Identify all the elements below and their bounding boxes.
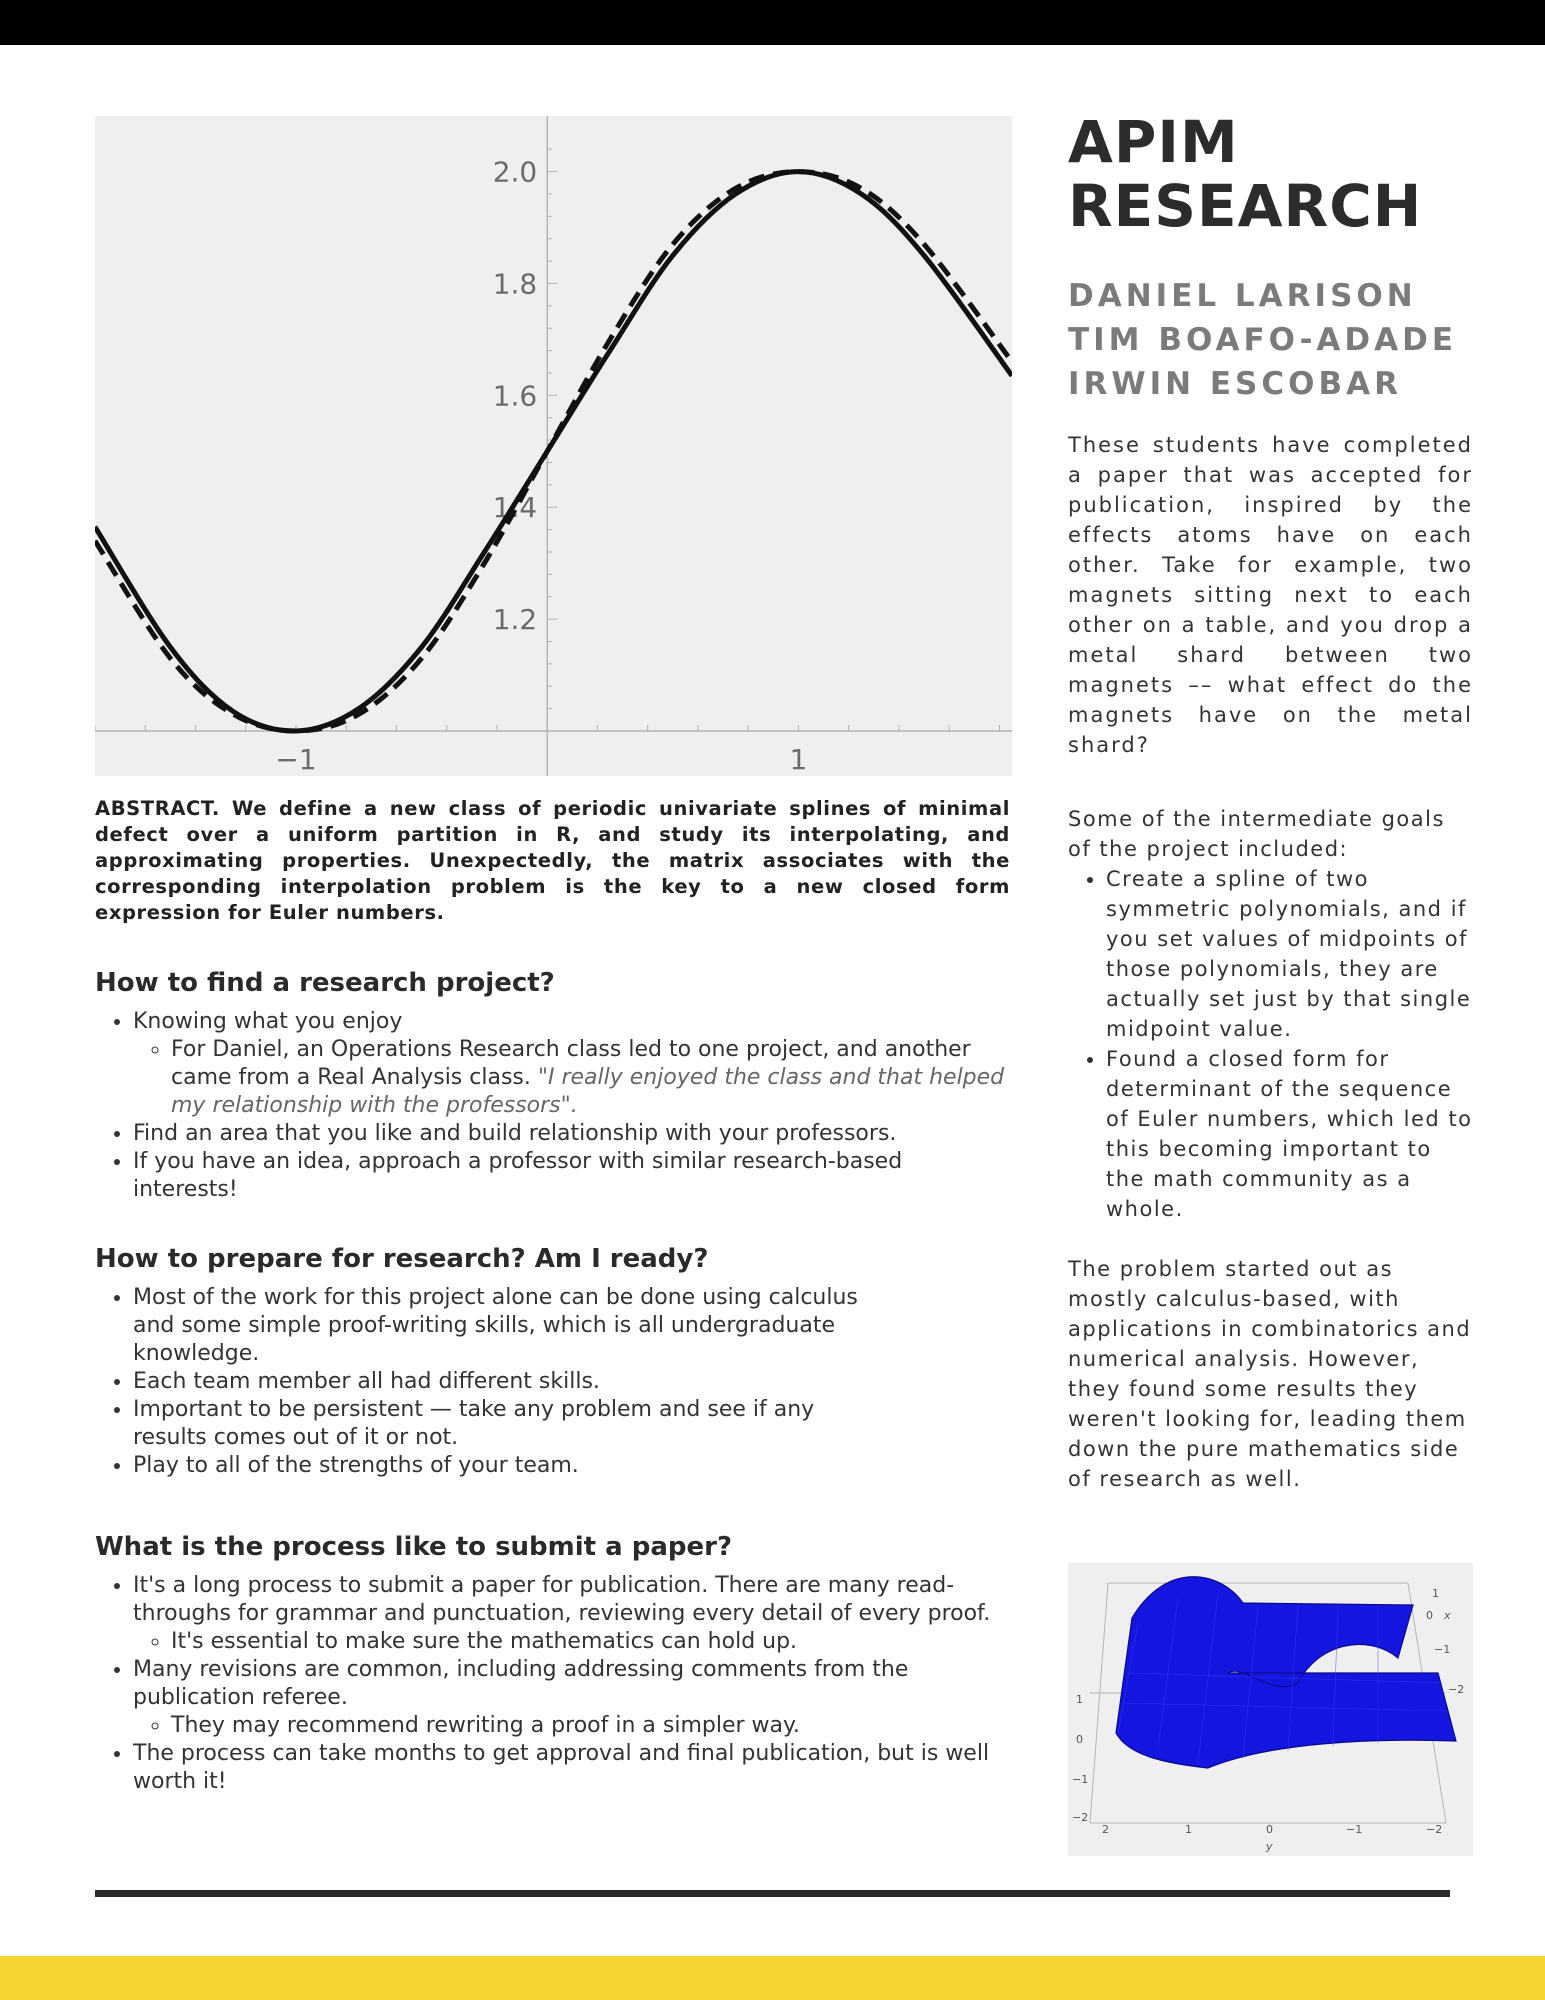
surface-z-tick: 0 xyxy=(1076,1733,1083,1746)
list-item: • Each team member all had different skills. xyxy=(133,1368,893,1396)
surface-y-tick: 2 xyxy=(1102,1823,1109,1836)
y-tick-label: 1.8 xyxy=(492,267,538,301)
abstract-text: We define a new class of periodic univariate splines of minimal defect over a uniform partition in R, and study its interpolating, and approximating properties. Unexpectedly, the matrix associates with the corresponding interpolation problem is the key to a new closed form expression for Euler numbers. xyxy=(95,797,1010,924)
top-black-bar xyxy=(0,0,1545,45)
section-prepare xyxy=(95,1242,1010,1480)
list-item-text: Many revisions are common, including addressing comments from the publication referee. xyxy=(133,1657,909,1710)
sub-list xyxy=(133,1712,1010,1740)
surface-y-tick: −2 xyxy=(1426,1823,1443,1836)
spline-plot-svg xyxy=(95,116,1012,776)
list-item-text: For Daniel, an Operations Research class led to one project, and another came from a Real Analysis class. xyxy=(171,1037,971,1090)
bullet-list xyxy=(95,1008,1010,1204)
surface-y-tick: 1 xyxy=(1185,1823,1192,1836)
project-description: These students have completed a paper that was accepted for publication, inspired by the effects atoms have on each other. Take for example, two magnets sitting next to each other on a table, and you drop a metal shard between two magnets –– what effect do the magnets have on the metal shard? xyxy=(1068,433,1473,757)
abstract-label: ABSTRACT. xyxy=(95,797,220,820)
x-tick-label: 1 xyxy=(789,743,808,776)
list-item xyxy=(171,1036,1010,1120)
right-column xyxy=(1068,110,1473,1494)
bullet-list xyxy=(95,1572,1010,1796)
y-tick-label: 1.4 xyxy=(492,491,538,525)
surface-z-tick: −1 xyxy=(1072,1773,1089,1786)
y-tick-label: 1.6 xyxy=(492,379,538,413)
surface-plot xyxy=(1068,1563,1473,1856)
goals-intro: Some of the intermediate goals of the project included: xyxy=(1068,807,1445,861)
x-tick-label: −1 xyxy=(275,743,317,776)
list-item: ◦ They may recommend rewriting a proof in a simpler way. xyxy=(171,1712,1010,1740)
author-name: IRWIN ESCOBAR xyxy=(1068,366,1402,402)
spline-plot xyxy=(95,116,1012,776)
goal-item: • Found a closed form for determinant of the sequence of Euler numbers, which led to this becoming important to the math community as a whole. xyxy=(1106,1044,1473,1224)
title-line-1: APIM xyxy=(1068,108,1239,176)
surface-x-tick: 1 xyxy=(1432,1587,1439,1600)
bottom-yellow-bar xyxy=(0,1956,1545,2000)
title-line-2: RESEARCH xyxy=(1068,172,1423,240)
section-find-project xyxy=(95,966,1010,1204)
section-heading: How to find a research project? xyxy=(95,968,555,998)
page-title xyxy=(1068,110,1473,238)
list-item xyxy=(133,1008,1010,1120)
surface-z-tick: −2 xyxy=(1072,1811,1089,1824)
surface-plot-svg xyxy=(1068,1563,1473,1856)
surface-z-tick: 1 xyxy=(1076,1693,1083,1706)
goals-list xyxy=(1068,864,1473,1224)
y-tick-label: 2.0 xyxy=(492,155,538,189)
bullet-list xyxy=(95,1284,893,1480)
list-item: • Most of the work for this project alone can be done using calculus and some simple proof-writing skills, which is all undergraduate knowledge. xyxy=(133,1284,893,1368)
section-submit xyxy=(95,1530,1010,1796)
quote-text: "I really enjoyed the class and that helped my relationship with the professors". xyxy=(171,1065,1005,1118)
list-item-text: Knowing what you enjoy xyxy=(133,1009,403,1034)
list-item: • Find an area that you like and build relationship with your professors. xyxy=(133,1120,1010,1148)
sub-list xyxy=(133,1628,1010,1656)
author-name: DANIEL LARISON xyxy=(1068,278,1417,314)
list-item: • If you have an idea, approach a professor with similar research-based interests! xyxy=(133,1148,1010,1204)
list-item: • Play to all of the strengths of your team. xyxy=(133,1452,893,1480)
sub-list xyxy=(133,1036,1010,1120)
goal-item: • Create a spline of two symmetric polynomials, and if you set values of midpoints of those polynomials, they are actually set just by that single midpoint value. xyxy=(1106,864,1473,1044)
surface-x-tick: −2 xyxy=(1448,1683,1465,1696)
surface-x-axis-label: x xyxy=(1444,1609,1451,1622)
author-list xyxy=(1068,274,1473,406)
surface-x-tick: −1 xyxy=(1434,1643,1451,1656)
solid-series-line xyxy=(95,172,1012,731)
author-name: TIM BOAFO-ADADE xyxy=(1068,322,1458,358)
section-heading: What is the process like to submit a paper? xyxy=(95,1532,733,1562)
abstract xyxy=(95,796,1010,926)
list-item: • The process can take months to get approval and final publication, but is well worth it! xyxy=(133,1740,1010,1796)
y-tick-label: 1.2 xyxy=(492,603,538,637)
dashed-series-line xyxy=(95,172,1012,731)
list-item xyxy=(133,1656,1010,1740)
surface-y-tick: −1 xyxy=(1346,1823,1363,1836)
list-item xyxy=(133,1572,1010,1656)
problem-text: The problem started out as mostly calculus-based, with applications in combinatorics and numerical analysis. However, they found some results they weren't looking for, leading them down the pure mathematics side of research as well. xyxy=(1068,1257,1472,1491)
list-item: ◦ It's essential to make sure the mathematics can hold up. xyxy=(171,1628,1010,1656)
surface-mesh xyxy=(1116,1577,1456,1768)
list-item: • Important to be persistent — take any problem and see if any results comes out of it or not. xyxy=(133,1396,893,1452)
left-column xyxy=(95,796,1010,1796)
surface-y-tick: 0 xyxy=(1266,1823,1273,1836)
bottom-divider xyxy=(95,1890,1450,1897)
list-item-text: It's a long process to submit a paper for publication. There are many read-throughs for grammar and punctuation, reviewing every detail of every proof. xyxy=(133,1573,991,1626)
surface-y-axis-label: y xyxy=(1266,1840,1273,1853)
surface-x-tick: 0 xyxy=(1426,1609,1433,1622)
section-heading: How to prepare for research? Am I ready? xyxy=(95,1244,709,1274)
